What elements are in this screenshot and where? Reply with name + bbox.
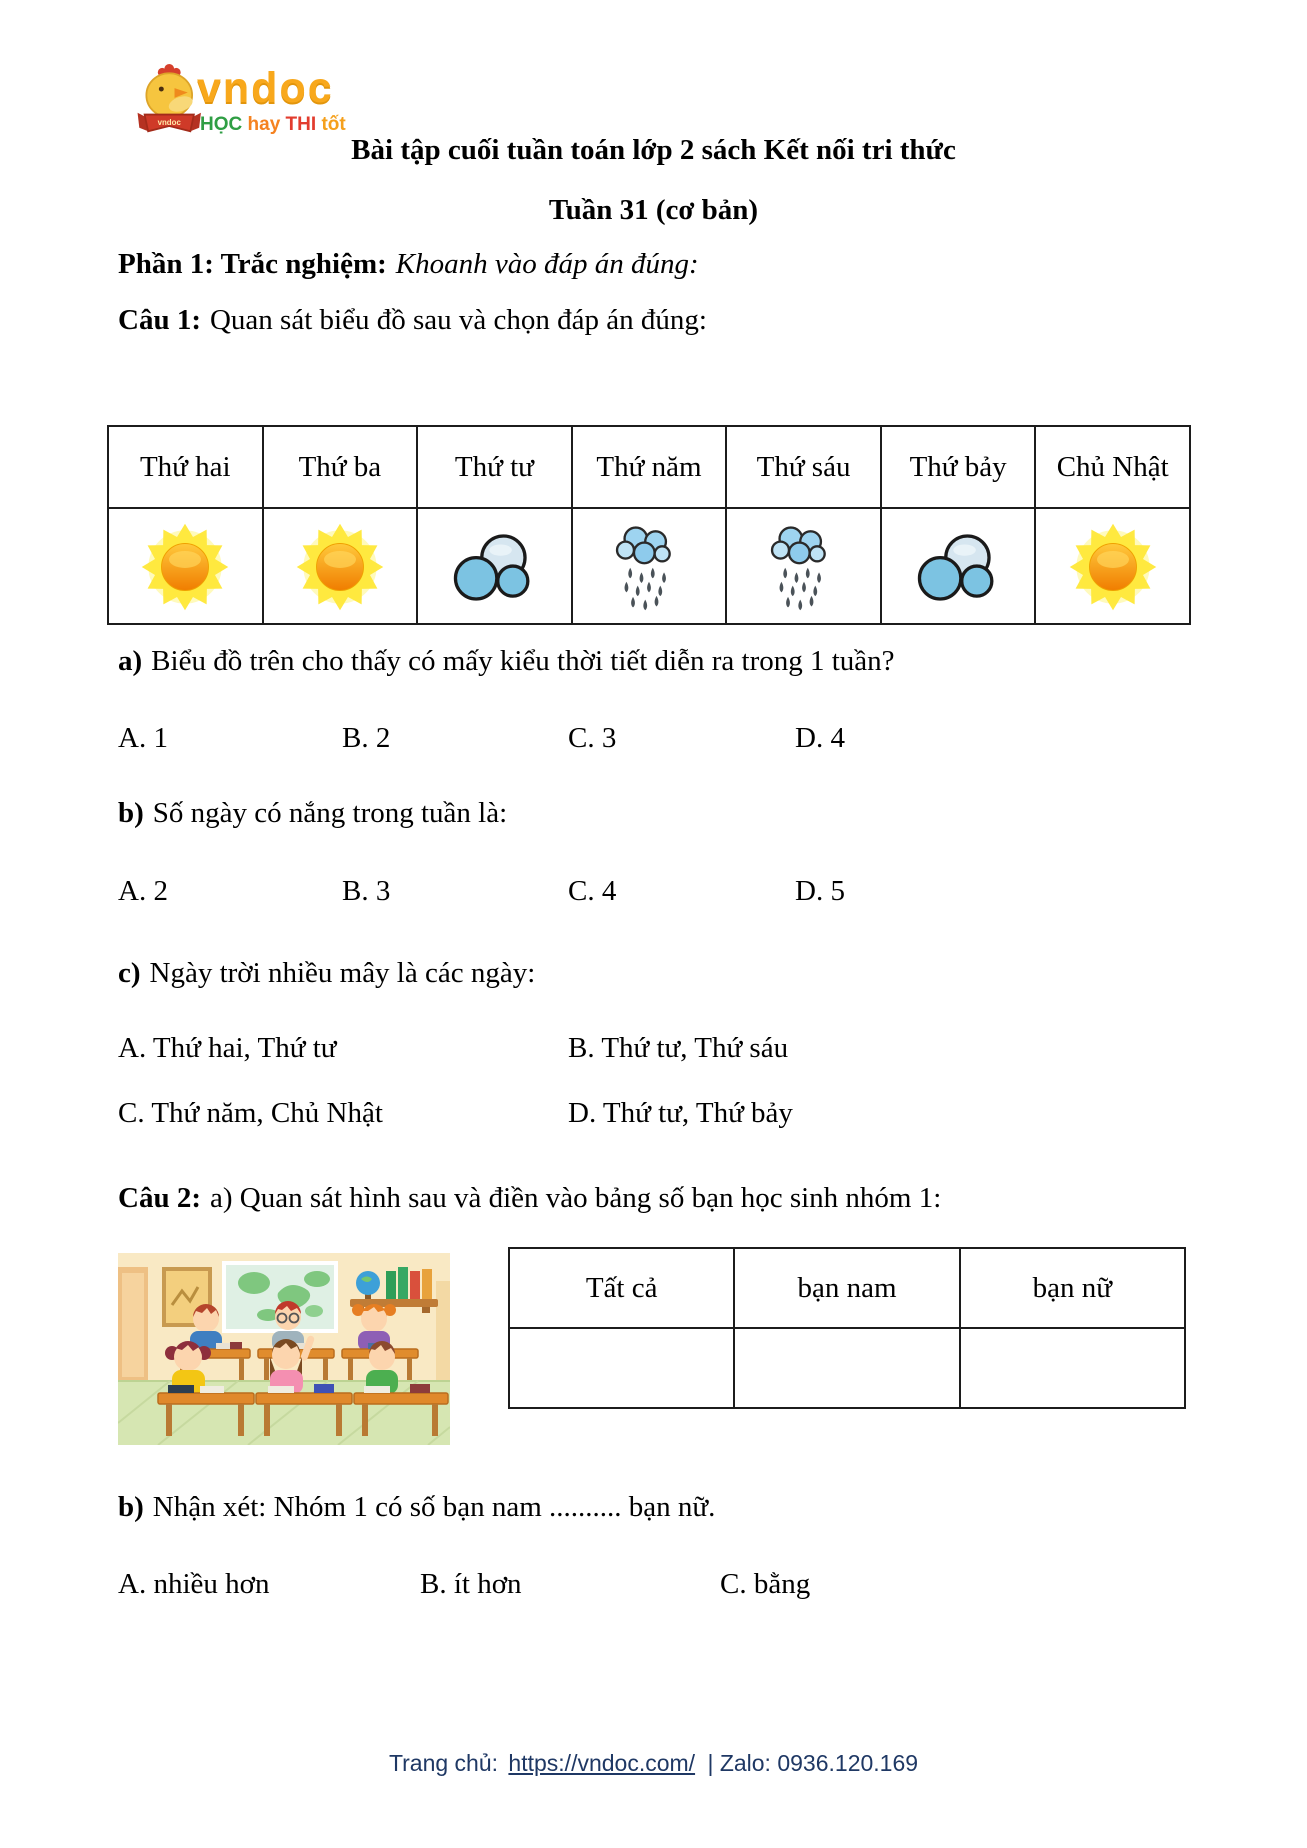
option-a: A. Thứ hai, Thứ tư <box>118 1032 337 1064</box>
option-d: D. 4 <box>795 722 845 754</box>
count-cell-girls <box>960 1328 1185 1408</box>
weather-rain-icon <box>757 517 851 617</box>
q2b-label: b) <box>118 1491 144 1523</box>
q1c-question <box>118 955 535 991</box>
weather-cell <box>417 508 572 624</box>
homepage-link[interactable]: https://vndoc.com/ <box>508 1750 696 1776</box>
day-header: Thứ ba <box>263 426 418 508</box>
day-header: Thứ sáu <box>726 426 881 508</box>
weather-table-header-row <box>108 426 1190 508</box>
tagline-hoc: HỌC <box>200 114 243 135</box>
question1-heading <box>118 302 707 338</box>
weather-cell <box>572 508 727 624</box>
option-c: C. 3 <box>568 722 617 754</box>
day-header: Thứ tư <box>417 426 572 508</box>
count-cell-boys <box>734 1328 959 1408</box>
question2-heading <box>118 1180 941 1216</box>
q2b-question <box>118 1489 715 1525</box>
q1c-text: Ngày trời nhiều mây là các ngày: <box>149 957 536 989</box>
option-d: D. 5 <box>795 875 845 907</box>
page-title: Bài tập cuối tuần toán lớp 2 sách Kết nối tri thức <box>351 134 956 166</box>
option-c: C. 4 <box>568 875 617 907</box>
part1-label: Phần 1: Trắc nghiệm: <box>118 248 387 280</box>
page-subtitle: Tuần 31 (cơ bản) <box>548 194 759 226</box>
day-header: Chủ Nhật <box>1035 426 1190 508</box>
tagline-thi: THI <box>285 114 317 135</box>
page-footer <box>0 1748 1307 1778</box>
question1-text: Quan sát biểu đồ sau và chọn đáp án đúng: <box>209 304 707 336</box>
classroom-illustration <box>118 1253 450 1445</box>
count-table-answer-row <box>509 1328 1185 1408</box>
option-d: D. Thứ tư, Thứ bảy <box>568 1097 793 1129</box>
mascot-banner-text: vndoc <box>157 118 181 128</box>
question2-label: Câu 2: <box>118 1182 201 1214</box>
option-a: A. nhiều hơn <box>118 1568 270 1600</box>
weather-cell <box>726 508 881 624</box>
weather-sun-icon <box>293 517 387 617</box>
count-header-total: Tất cả <box>509 1248 734 1328</box>
tagline-hay: hay <box>247 114 281 135</box>
option-a: A. 2 <box>118 875 168 907</box>
weather-table <box>107 425 1191 625</box>
day-header: Thứ năm <box>572 426 727 508</box>
q1a-label: a) <box>118 645 143 677</box>
part1-heading <box>118 246 699 282</box>
brand-name: vndoc <box>197 64 334 112</box>
weather-rain-icon <box>602 517 696 617</box>
footer-prefix: Trang chủ: <box>388 1750 499 1776</box>
option-b: B. ít hơn <box>420 1568 522 1600</box>
count-table-header-row <box>509 1248 1185 1328</box>
q2b-text: Nhận xét: Nhóm 1 có số bạn nam .......... bạn nữ. <box>152 1491 716 1523</box>
weather-cell <box>263 508 418 624</box>
q1b-question <box>118 795 507 831</box>
day-header: Thứ hai <box>108 426 263 508</box>
q1c-label: c) <box>118 957 141 989</box>
count-header-boys: bạn nam <box>734 1248 959 1328</box>
weather-table-icon-row <box>108 508 1190 624</box>
weather-cloud-icon <box>447 517 541 617</box>
option-b: B. Thứ tư, Thứ sáu <box>568 1032 789 1064</box>
day-header: Thứ bảy <box>881 426 1036 508</box>
q1b-text: Số ngày có nắng trong tuần là: <box>152 797 508 829</box>
option-b: B. 2 <box>342 722 391 754</box>
footer-zalo: | Zalo: 0936.120.169 <box>707 1750 919 1776</box>
count-header-girls: bạn nữ <box>960 1248 1185 1328</box>
q1a-question <box>118 643 895 679</box>
count-table <box>508 1247 1186 1409</box>
question1-label: Câu 1: <box>118 304 201 336</box>
weather-cell <box>1035 508 1190 624</box>
option-a: A. 1 <box>118 722 168 754</box>
count-cell-total <box>509 1328 734 1408</box>
part1-instruction: Khoanh vào đáp án đúng: <box>395 248 699 280</box>
weather-sun-icon <box>1066 517 1160 617</box>
weather-cloud-icon <box>911 517 1005 617</box>
weather-cell <box>108 508 263 624</box>
q1b-label: b) <box>118 797 144 829</box>
option-c: C. Thứ năm, Chủ Nhật <box>118 1097 383 1129</box>
weather-sun-icon <box>138 517 232 617</box>
weather-cell <box>881 508 1036 624</box>
option-b: B. 3 <box>342 875 391 907</box>
option-c: C. bằng <box>720 1568 811 1600</box>
question2-text: a) Quan sát hình sau và điền vào bảng số bạn học sinh nhóm 1: <box>209 1182 942 1214</box>
q1a-text: Biểu đồ trên cho thấy có mấy kiểu thời tiết diễn ra trong 1 tuần? <box>151 645 895 677</box>
tagline-tot: tốt <box>321 114 346 135</box>
